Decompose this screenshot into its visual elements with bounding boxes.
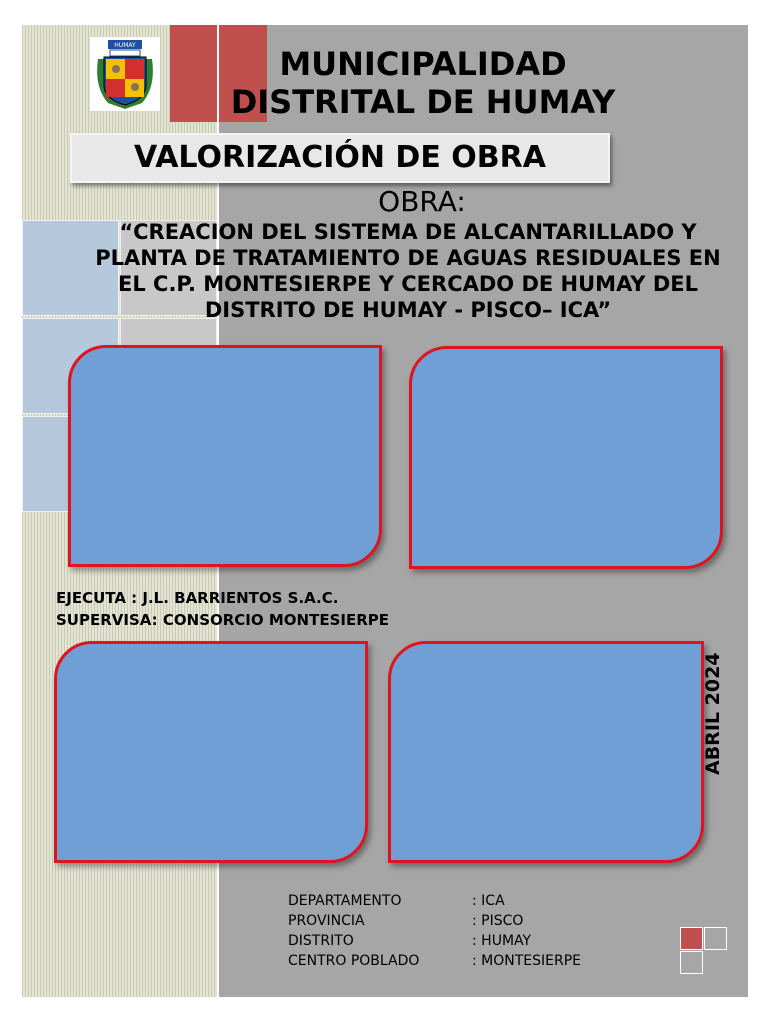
photo-placeholder bbox=[388, 641, 704, 863]
location-value: : ICA bbox=[472, 893, 505, 909]
executor-line: EJECUTA : J.L. BARRIENTOS S.A.C. bbox=[56, 589, 339, 607]
location-row bbox=[288, 891, 581, 911]
municipal-crest-logo bbox=[90, 37, 160, 111]
date-month: ABRIL bbox=[702, 712, 724, 775]
location-label: DEPARTAMENTO bbox=[288, 893, 402, 909]
supervisor-line: SUPERVISA: CONSORCIO MONTESIERPE bbox=[56, 611, 389, 629]
contractors-block bbox=[56, 587, 389, 631]
decorative-square bbox=[680, 927, 703, 950]
date-year: 2024 bbox=[702, 652, 724, 706]
photo-placeholder bbox=[54, 641, 368, 863]
page-title bbox=[198, 45, 648, 121]
decorative-square bbox=[704, 927, 727, 950]
photo-placeholder bbox=[68, 345, 382, 567]
location-label: CENTRO POBLADO bbox=[288, 953, 420, 969]
location-row bbox=[288, 951, 581, 971]
title-line-2: DISTRITAL DE HUMAY bbox=[230, 83, 616, 121]
location-label: PROVINCIA bbox=[288, 913, 365, 929]
cover-page bbox=[22, 25, 748, 997]
location-row bbox=[288, 931, 581, 951]
title-line-1: MUNICIPALIDAD bbox=[279, 45, 567, 83]
decorative-square bbox=[680, 951, 703, 974]
location-table bbox=[288, 891, 581, 971]
location-label: DISTRITO bbox=[288, 933, 354, 949]
project-name: “CREACION DEL SISTEMA DE ALCANTARILLADO Y PLANTA DE TRATAMIENTO DE AGUAS RESIDUALES EN EL C.P. MONTESIERPE Y CERCADO DE HUMAY DEL DISTRITO DE HUMAY - PISCO– ICA” bbox=[95, 220, 721, 322]
photo-placeholder bbox=[409, 346, 723, 569]
date-text bbox=[703, 652, 723, 775]
date-vertical bbox=[697, 652, 737, 785]
location-row bbox=[288, 911, 581, 931]
logo-text: HUMAY bbox=[114, 42, 136, 49]
location-value: : MONTESIERPE bbox=[472, 953, 582, 969]
document-type-banner: VALORIZACIÓN DE OBRA bbox=[70, 133, 610, 183]
location-value: : PISCO bbox=[472, 913, 524, 929]
location-value: : HUMAY bbox=[472, 933, 532, 949]
project-label: OBRA: bbox=[378, 185, 466, 218]
